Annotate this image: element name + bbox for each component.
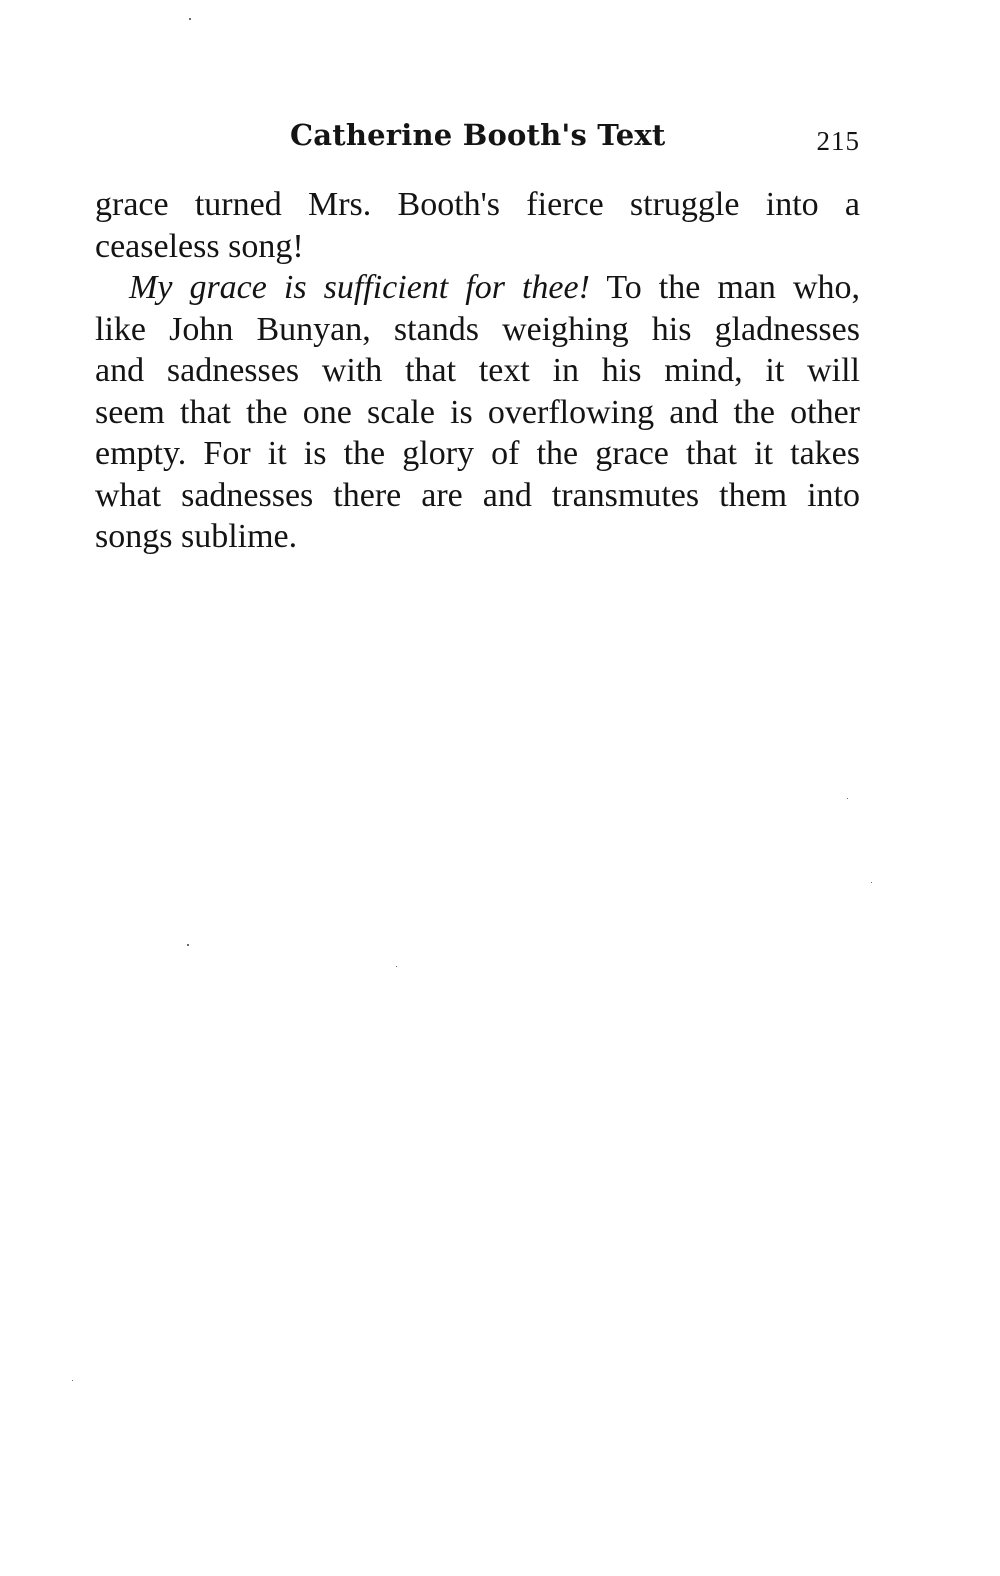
text-line: seem that the one scale is overflowing and the other <box>95 393 860 431</box>
text-line <box>95 267 860 309</box>
scan-speck <box>871 882 872 883</box>
text-line: like John Bunyan, stands weighing his gladnesses <box>95 310 860 348</box>
running-title: Catherine Booth's Text <box>290 118 666 152</box>
scan-speck <box>396 966 397 967</box>
scan-speck <box>189 18 191 20</box>
text-line: grace turned Mrs. Booth's fierce struggle into a <box>95 186 860 223</box>
text-line: songs sublime. <box>95 518 298 555</box>
scripture-quote: My grace is sufficient for thee! <box>129 269 590 306</box>
scan-speck <box>187 944 189 946</box>
body-text <box>95 184 860 558</box>
text-line-continuation: To the man who, <box>589 269 860 306</box>
running-head <box>95 118 860 168</box>
text-line: empty. For it is the glory of the grace that it takes <box>95 435 860 472</box>
text-line: and sadnesses with that text in his mind, it will <box>95 352 860 389</box>
text-line: ceaseless song! <box>95 227 304 265</box>
scan-speck <box>72 1380 73 1381</box>
page-number: 215 <box>816 126 860 156</box>
scan-speck <box>847 798 848 799</box>
text-line: what sadnesses there are and transmutes them into <box>95 476 860 514</box>
